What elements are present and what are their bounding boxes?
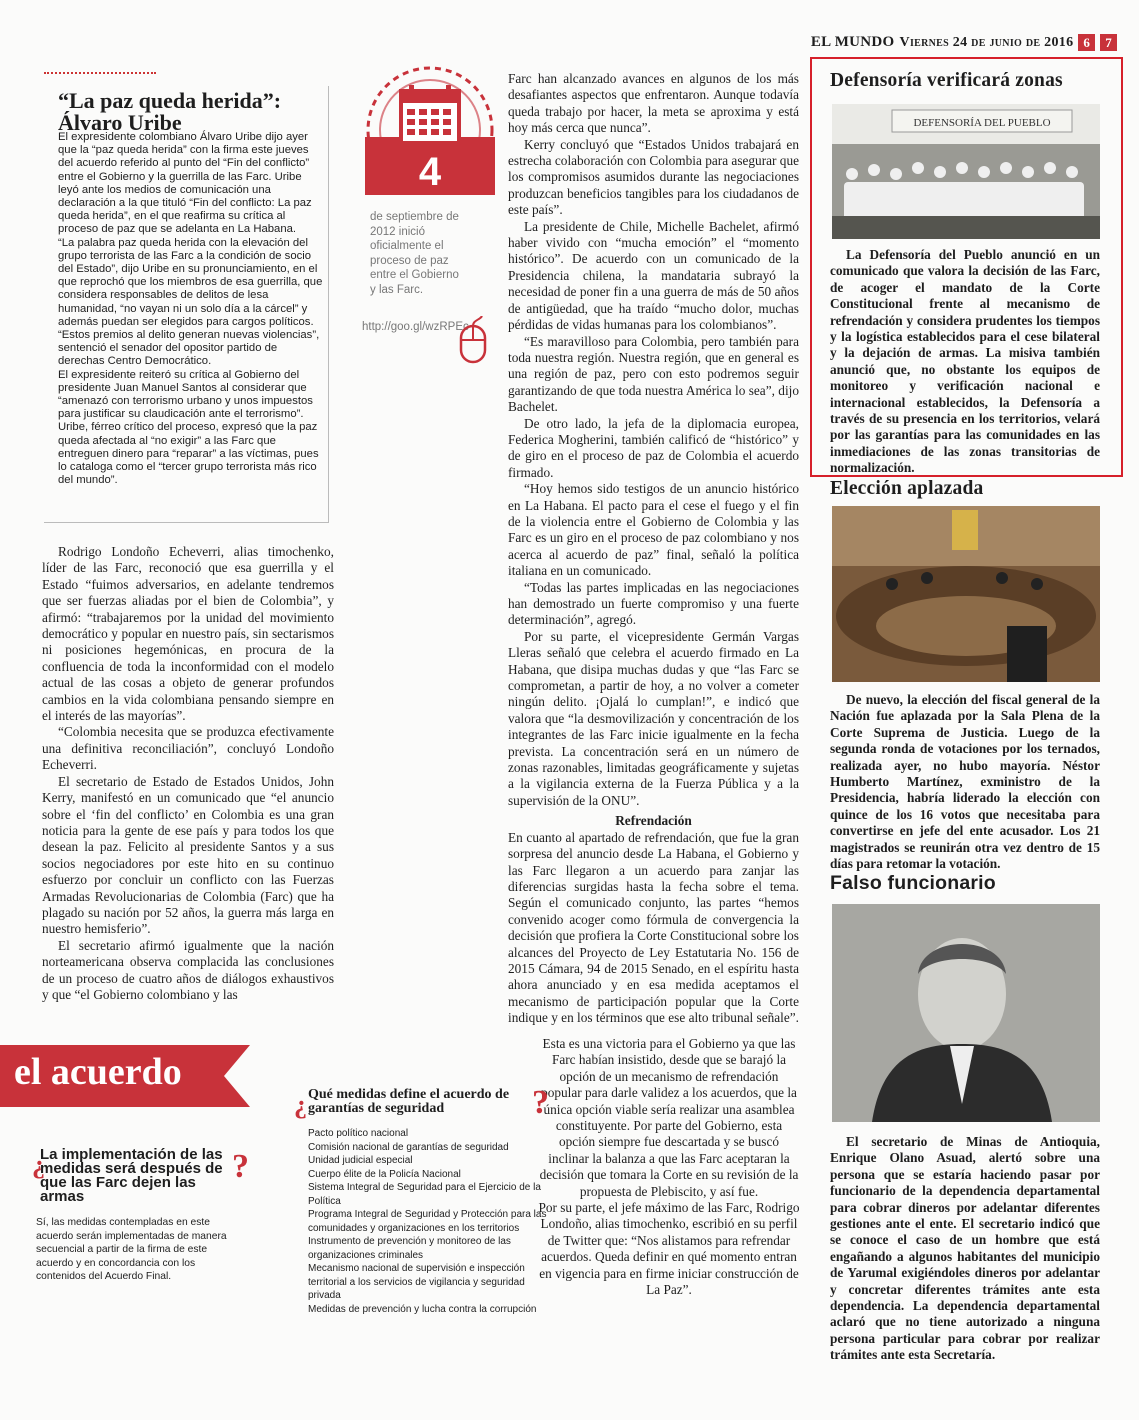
list-item: Pacto político nacional — [308, 1128, 409, 1139]
middle-column — [508, 71, 799, 1027]
body-paragraph: La presidente de Chile, Michelle Bachelet, afirmó haber vivido con “mucha emoción” el “momento histórico”. De acuerdo con un comunicado de la Presidencia chilena, la mandataria subrayó la necesidad de poner fin a una guerra de más de 50 años de antigüedad, que ha traído “mucho dolor, muchas pérdidas de vidas humanas para los colombianos”. — [508, 218, 799, 333]
left-column — [42, 544, 334, 1003]
question-mark-icon: ? — [232, 1148, 249, 1185]
faq-answer: Sí, las medidas contempladas en este acuerdo serán implementadas de manera secuencial a partir de la firma de este acuerdo y en concordancia con los contenidos del Acuerdo Final. — [36, 1217, 227, 1283]
paper-name: EL MUNDO — [810, 34, 895, 50]
question-mark-icon: ? — [532, 1084, 549, 1121]
body-paragraph: El secretario afirmó igualmente que la nación norteamericana observa complacida las conclusiones de un proceso de cuatro años de diálogos exhaustivos y que “el Gobierno colombiano y las — [42, 937, 334, 1002]
page-header — [811, 34, 1117, 51]
body-paragraph: Farc han alcanzado avances en algunos de los más desafiantes aspectos que enfrentaron. Aunque todavía queda trabajo por hacer, la meta se aproxima y está hoy más cerca que nunca”. — [508, 71, 799, 136]
body-paragraph: Rodrigo Londoño Echeverri, alias timochenko, líder de las Farc, reconoció que esa guerrilla y el Estado “fuimos adversarios, en adelante tendremos que ser fuerzas aliadas por el bien de Colombia”, y afirmó: “trabajaremos por la unidad del movimiento democrático y popular en nuestro país, sin sectarismos ni posiciones hegemónicas, en procura de la confluencia de toda la inconformidad con el modelo actual de las cosas a objeto de generar profundos cambios en la vida colombiana pensando siempre en el interés de las mayorías”. — [42, 544, 334, 724]
mouse-icon — [458, 316, 488, 364]
calendar-icon — [365, 65, 495, 195]
story-text-eleccion: De nuevo, la elección del fiscal general de la Nación fue aplazada por la Sala Plena de la Corte Suprema de Justicia. Luego de la segunda ronda de votaciones por los ternados, realizada ayer, no hubo mayoría. Néstor Humberto Martínez, exministro de la Presidencia, habría liderado la elección con quince de los 16 votos que necesitaba para convertirse en jefe del ente acusador. Los 21 magistrados se reunirán otra vez dentro de 15 días para retomar la votación. — [830, 692, 1100, 872]
quote-paragraph: El expresidente colombiano Álvaro Uribe dijo ayer que la “paz queda herida” con la firma este jueves del acuerdo referido al punto del “Fin del conflicto” entre el Gobierno y la guerrilla de las Farc. Uribe leyó ante los medios de comunicación una declaración a la que tituló “Fin del conflicto: La paz queda herida”, en el que reafirma su crítica al proceso de paz que se adelanta en La Habana. — [58, 131, 312, 236]
faq-question: Qué medidas define el acuerdo de garantías de seguridad — [308, 1087, 510, 1116]
story-title-funcionario: Falso funcionario — [830, 872, 996, 894]
list-item: Comisión nacional de garantías de seguridad — [308, 1141, 509, 1153]
list-item: Medidas de prevención y lucha contra la corrupción — [308, 1303, 537, 1315]
body-paragraph: Kerry concluyó que “Estados Unidos trabajará en estrecha colaboración con Colombia para asegurar que los compromisos asumidos durante las negociaciones produzcan beneficios tangibles para los ciudadanos de este país”. — [508, 136, 799, 218]
quote-headline: “La paz queda herida”: Álvaro Uribe — [58, 88, 282, 135]
list-item: Programa Integral de Seguridad y Protección para las comunidades y organizaciones en los territorios — [308, 1209, 547, 1234]
list-item: Sistema Integral de Seguridad para el Ejercicio de la Política — [308, 1182, 541, 1207]
faq-question: La implementación de las medidas será después de que las Farc dejen las armas — [40, 1146, 223, 1205]
calendar-day: 4 — [418, 150, 442, 194]
list-item: Mecanismo nacional de supervisión e inspección territorial a los servicios de vigilancia y seguridad privada — [308, 1263, 525, 1301]
list-item: Instrumento de prevención y monitoreo de las organizaciones criminales — [308, 1236, 511, 1261]
body-paragraph: “Todas las partes implicadas en las negociaciones han demostrado un fuerte compromiso y una fuerte determinación”, agregó. — [508, 579, 799, 628]
quote-body — [58, 131, 323, 487]
measures-list — [308, 1127, 556, 1316]
story-title-defensoria: Defensoría verificará zonas — [830, 70, 1063, 91]
quote-paragraph: El expresidente reiteró su crítica al Gobierno del presidente Juan Manuel Santos al considerar que “amenazó con terrorismo urbano y unos impuestos para justificar su claudicación ante el terrorismo”. Uribe, férreo crítico del proceso, expresó que la paz queda afectada al “no exigir” a las Farc que entreguen dinero para “reparar” a las víctimas, pues lo cataloga como el “tercer grupo terrorista más rico del mundo”. — [58, 368, 319, 487]
body-paragraph: Por su parte, el vicepresidente Germán Vargas Lleras señaló que celebra el acuerdo firmado en La Habana, que disipa muchas dudas y que “las Farc se comprometan, a partir de hoy, a no volver a cometer ningún delito. ¡Ojalá lo cumplan!”, e indicó que valora que “la desmovilización y concentración de los integrantes de las Farc inicie igualmente en la fecha prevista. La concentración será en un número de zonas razonables, limitadas geográficamente y sujetas a la vigilancia externa de la Fuerza Pública y a la supervisión de la ONU”. — [508, 628, 799, 808]
calendar-caption: de septiembre de 2012 inició oficialmente el proceso de paz entre el Gobierno y las Farc. — [370, 211, 459, 296]
issue-date: Viernes 24 de junio de 2016 — [899, 34, 1074, 50]
question-mark-icon: ¿ — [32, 1150, 45, 1179]
body-paragraph: Por su parte, el jefe máximo de las Farc, Rodrigo Londoño, alias timochenko, escribió en su perfil de Twitter que: “Nos alistamos para refrendar acuerdos. Queda definir en qué momento entran en vigencia para en firme iniciar construcción de La Paz”. — [538, 1200, 800, 1298]
middle-column-continued — [538, 1036, 800, 1299]
source-link[interactable]: http://goo.gl/wzRPEc — [362, 321, 469, 333]
body-paragraph: “Colombia necesita que se produzca efectivamente una definitiva reconciliación”, concluyó Londoño Echeverri. — [42, 724, 334, 773]
body-paragraph: De otro lado, la jefa de la diplomacia europea, Federica Mogherini, también calificó de “histórico” y de giro en el proceso de paz de Colombia el acuerdo firmado. — [508, 415, 799, 480]
story-text-defensoria: La Defensoría del Pueblo anunció en un comunicado que valora la decisión de las Farc, de acoger el mandato de la Corte Constitucional frente al mecanismo de refrendación y considera prudentes los tiempos y la logística establecidos para el cese bilateral y la dejación de armas. La misiva también anunció que, no obstante los equipos de monitoreo y verificación nacional e internacional establecidos, la Defensoría a través de su presencia en los territorios, velará por las garantías para las comunidades en las inmediaciones de las zonas transitorias de normalización. — [830, 247, 1100, 476]
body-paragraph: “Hoy hemos sido testigos de un anuncio histórico en La Habana. El pacto para el cese el fuego y el fin de la violencia entre el Gobierno de Colombia y las Farc es un giro en el proceso de paz colombiano y nos acerca al acuerdo de paz” final, señaló la política italiana en un comunicado. — [508, 481, 799, 579]
story-text-funcionario: El secretario de Minas de Antioquia, Enrique Olano Asuad, alertó sobre una persona que se estaría haciendo pasar por funcionario de la dependencia departamental para cobrar dineros por adelantar diferentes gestiones ante el ente. El secretario indicó que se conoce el caso de un hombre que está engañando a algunos habitantes del municipio de Yarumal exigiéndoles dineros por adelantar y concretar diferentes trámites ante esta dependencia. La dependencia departamental aclaró que no tiene autorizado a ninguna persona particular para cobrar por realizar trámites ante esta Secretaría. — [830, 1134, 1100, 1363]
portrait-photo — [832, 904, 1100, 1122]
quote-paragraph: “La palabra paz queda herida con la elevación del grupo terrorista de las Farc a la condición de socio del Estado”, dijo Uribe en su pronunciamiento, en el que reprochó que los miembros de esa guerrilla, que considera responsables de delitos de lesa humanidad, “no vayan ni un solo día a la cárcel” y además puedan ser elegidos para cargos políticos. — [58, 236, 323, 328]
court-photo — [832, 506, 1100, 682]
page-number-right: 7 — [1100, 34, 1117, 51]
body-paragraph: En cuanto al apartado de refrendación, que fue la gran sorpresa del anuncio desde La Habana, el Gobierno y las Farc llegaron a un acuerdo para zanjar las diferencias surgidas hasta la fecha sobre el tema. Según el comunicado conjunto, las partes “hemos convenido acoger como fórmula de convergencia la decisión que profiera la Corte Constitucional sobre los alcances del Proyecto de Ley Estatutaria No. 156 de 2015 Cámara, 94 de 2015 Senado, en el espíritu hasta ahora anunciado y en esa medida aceptamos el mecanismo de participación popular que la Corte indique y en los términos que ese alto tribunal señale”. — [508, 829, 799, 1026]
section-subhead: Refrendación — [615, 813, 692, 829]
story-title-eleccion: Elección aplazada — [830, 478, 984, 499]
photo-sign-text: DEFENSORÍA DEL PUEBLO — [913, 117, 1051, 129]
body-paragraph: Esta es una victoria para el Gobierno ya que las Farc habían insistido, desde que se barajó la opción de un mecanismo de refrendación popular para darle validez a los acuerdos, que la única opción viable sería realizar una asamblea constituyente. Por parte del Gobierno, esta opción siempre fue descartada y se buscó inclinar la balanza a que las Farc aceptaran la decisión que tomara la Corte en su revisión de la propuesta de Plebiscito, y así fue. — [539, 1036, 799, 1199]
list-item: Unidad judicial especial — [308, 1155, 413, 1166]
dotted-rule — [44, 72, 156, 74]
body-paragraph: “Es maravilloso para Colombia, pero también para toda nuestra región. Nuestra región, que en general es una región de paz, pero con esto podremos seguir garantizando de que toda nuestra América lo sea”, dijo Bachelet. — [508, 333, 799, 415]
question-mark-icon: ¿ — [294, 1090, 307, 1119]
section-banner-label: el acuerdo — [14, 1051, 182, 1093]
list-item: Cuerpo élite de la Policía Nacional — [308, 1168, 461, 1180]
quote-paragraph: “Estos premios al delito generan nuevas violencias”, sentenció el senador del opositor partido de derechas Centro Democrático. — [58, 329, 320, 368]
body-paragraph: El secretario de Estado de Estados Unidos, John Kerry, manifestó en un comunicado que “el anuncio sobre el ‘fin del conflicto’ en Colombia es una gran noticia para la gente de ese país y para todos los que desean la paz. Felicito al presidente Santos y a sus socios negociadores por este hito en su continuo esfuerzo por concluir un conflicto con las Fuerzas Armadas Revolucionarias de Colombia (Farc) que ha plagado su nación por 52 años, la guerra más larga en nuestro hemisferio”. — [42, 773, 334, 937]
page-number-left: 6 — [1078, 34, 1095, 51]
group-photo — [832, 104, 1100, 239]
